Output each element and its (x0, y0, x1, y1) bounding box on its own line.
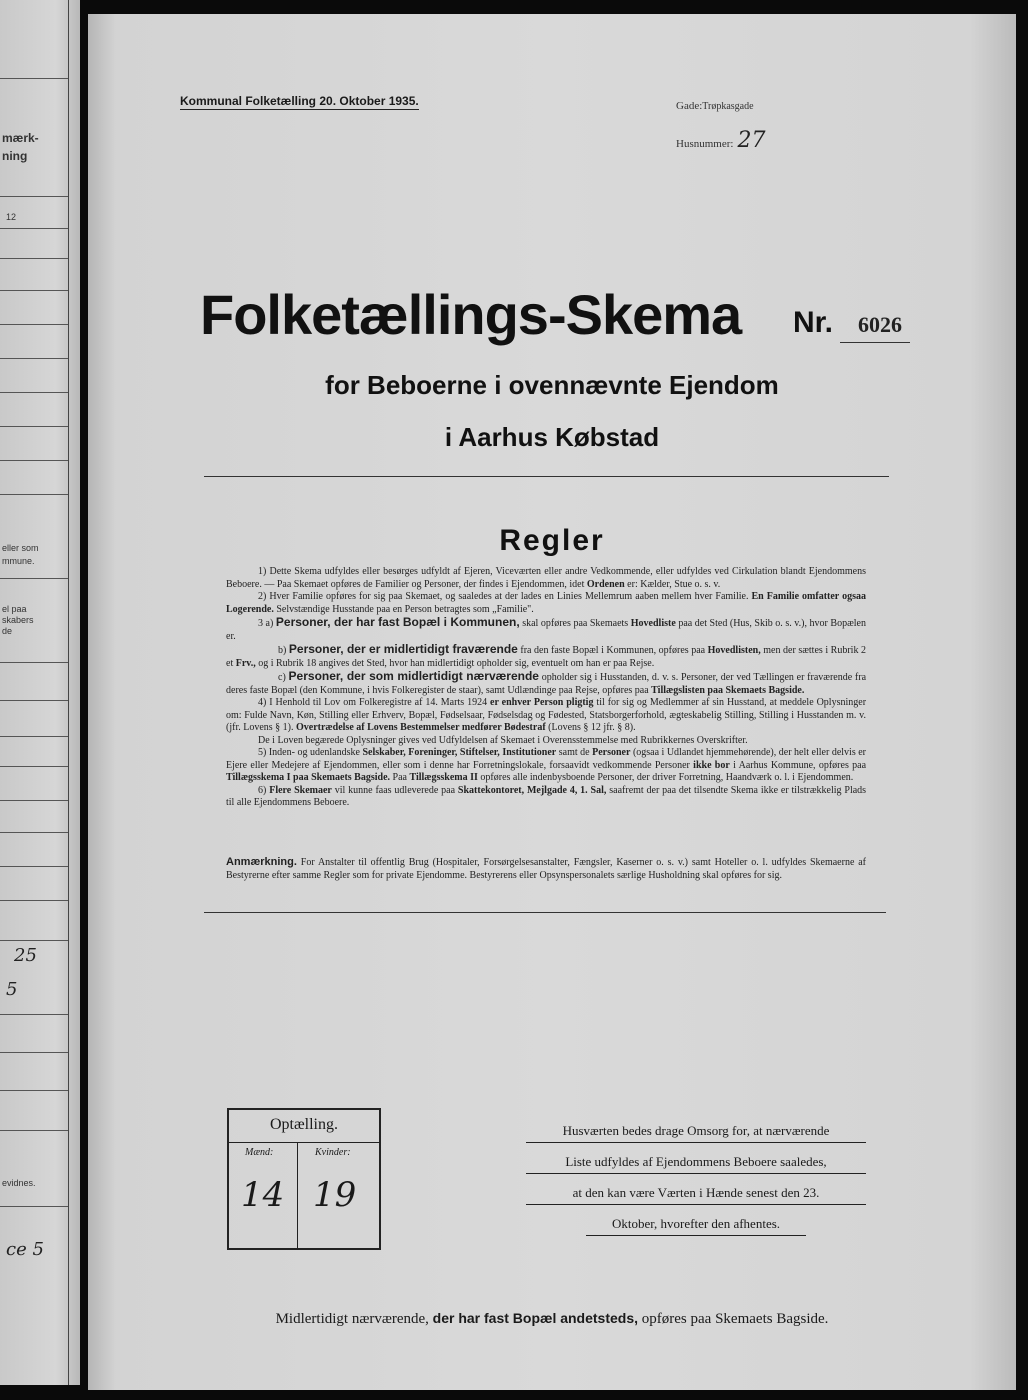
left-text-fragment: skabers (2, 615, 34, 625)
adjacent-page-fragment (0, 0, 80, 1385)
form-rule (0, 578, 68, 579)
left-handwriting: 5 (6, 979, 18, 1000)
rules-heading: Regler (499, 524, 605, 557)
annotation-lead: Anmærkning. (226, 856, 297, 868)
form-rule (0, 358, 68, 359)
form-rule (0, 426, 68, 427)
left-text-fragment: evidnes. (2, 1178, 36, 1188)
left-text-fragment: 12 (6, 212, 17, 222)
form-subtitle-city: i Aarhus Købstad (444, 422, 660, 452)
page-edge-line (68, 0, 69, 1385)
form-rule (0, 940, 68, 941)
men-count: 14 (241, 1175, 285, 1215)
form-rule (0, 1130, 68, 1131)
street-value: Trøpkasgade (702, 101, 754, 112)
form-rule (0, 228, 68, 229)
form-title: Folketællings-Skema (200, 283, 742, 346)
tally-box (227, 1108, 381, 1250)
annotation-text: For Anstalter til offentlig Brug (Hospitaler, Forsørgelsesanstalter, Fængsler, Kaserner o. s. v.) samt Hoteller o. l. udfyldes Skemaerne af Bestyrerne efter samme Regler som for private Ejendomme. Bestyrerens eller Opsynspersonalets særlige Husholdning skal opføres for sig. (226, 857, 866, 881)
census-form-page (88, 14, 1016, 1390)
census-header: Kommunal Folketælling 20. Oktober 1935. (180, 94, 419, 108)
divider (204, 912, 886, 913)
rule-2: 2) Hver Familie opføres for sig paa Skemaet, og saaledes at der lades en Linies Mellemrum aaben mellem hver Familie. En Familie omfatter ogsaa Logerende. Selvstændige Husstande paa en Person betragtes som „Familie". (226, 591, 866, 615)
rule-1: 1) Dette Skema udfyldes eller besørges udfyldt af Ejeren, Viceværten eller andre Vedkommende, eller udfyldes ved Cirkulation blandt Ejendommens Beboere. — Paa Skemaet opføres de Familier og Personer, der findes i Ejendommen, idet Ordenen er: Kælder, Stue o. s. v. (226, 566, 866, 590)
form-rule (0, 662, 68, 663)
tally-title: Optælling. (269, 1116, 338, 1133)
form-rule (0, 324, 68, 325)
house-number-value: 27 (737, 128, 766, 153)
street-label: Gade: (676, 100, 703, 112)
form-rule (0, 1206, 68, 1207)
form-rule (0, 78, 68, 79)
form-rule (0, 736, 68, 737)
instruction-line: at den kan være Værten i Hænde senest den 23. (526, 1174, 866, 1205)
form-rule (0, 392, 68, 393)
landlord-instructions (526, 1112, 866, 1236)
rule-6: 6) Flere Skemaer vil kunne faas udleverede paa Skattekontoret, Mejlgade 4, 1. Sal, saafremt der paa det tilsendte Skema ikke er tilstrækkelig Plads til alle Ejendommens Beboere. (226, 784, 867, 808)
form-rule (0, 866, 68, 867)
left-handwriting: 25 (14, 945, 37, 966)
footer-note: Midlertidigt nærværende, der har fast Bopæl andetsteds, opføres paa Skemaets Bagside. (275, 1310, 829, 1327)
left-text-fragment: ning (2, 149, 28, 163)
men-label: Mænd: (245, 1147, 274, 1158)
rule-3b: b) Personer, der er midlertidigt fraværende fra den faste Bopæl i Kommunen, opføres paa Hovedlisten, men der sættes i Rubrik 2 et Frv., og i Rubrik 18 angives det Sted, hvor han midlertidigt opholder sig, eventuelt om han er paa Rejse. (226, 642, 866, 669)
rule-3c: c) Personer, der som midlertidigt nærværende opholder sig i Husstanden, d. v. s. Personer, der ved Tællingen er fraværende fra deres faste Bopæl (den Kommune, i hvis Folkeregister de staar), samt Udlændinge paa Rejse, opføres paa Tillægslisten paa Skemaets Bagside. (226, 669, 867, 696)
left-text-fragment: mærk- (2, 131, 39, 145)
form-rule (0, 766, 68, 767)
form-rule (0, 494, 68, 495)
instruction-line: Husværten bedes drage Omsorg for, at nærværende (526, 1112, 866, 1143)
form-number-underline (840, 342, 910, 343)
form-rule (0, 290, 68, 291)
street-field (676, 96, 754, 114)
form-rule (0, 832, 68, 833)
form-number-label: Nr. (793, 306, 834, 339)
form-rule (0, 800, 68, 801)
annotation-note (226, 856, 866, 882)
rule-5: 5) Inden- og udenlandske Selskaber, Foreninger, Stiftelser, Institutioner samt de Personer (ogsaa i Udlandet hjemmehørende), der helt eller delvis er Ejere eller Medejere af Ejendommen, eller som i denne har Forretningslokale, forsaavidt vedkommende Personer ikke bor i Aarhus Kommune, opføres paa Tillægsskema I paa Skemaets Bagside. Paa Tillægsskema II opføres alle indenbysboende Personer, der driver Forretning, Haandværk o. l. i Ejendommen. (226, 747, 867, 783)
form-rule (0, 258, 68, 259)
left-text-fragment: el paa (2, 604, 27, 614)
tally-row (229, 1142, 379, 1249)
divider (204, 476, 889, 477)
instruction-line: Oktober, hvorefter den afhentes. (586, 1205, 806, 1236)
rules-text (226, 566, 866, 810)
women-label: Kvinder: (315, 1147, 351, 1158)
rule-4: 4) I Henhold til Lov om Folkeregistre af 14. Marts 1924 er enhver Person pligtig til for sig og Medlemmer af sin Husstand, at meddele Oplysninger om: Fulde Navn, Køn, Stilling eller Erhverv, Bopæl, Fødselsaar, Fødselsdag og Fødested, Statsborgerforhold, ægteskabelig Stilling, Stilling i Husstanden m. v. (jfr. Lovens § 1). Overtrædelse af Lovens Bestemmelser medfører Bødestraf (Lovens § 12 jfr. § 8). (226, 697, 867, 733)
rule-3a: 3 a) Personer, der har fast Bopæl i Kommunen, skal opføres paa Skemaets Hovedliste paa det Sted (Hus, Skib o. s. v.), hvor Bopælen er. (226, 615, 866, 642)
form-rule (0, 700, 68, 701)
tally-divider (297, 1142, 298, 1248)
rule-4b: De i Loven begærede Oplysninger gives ved Udfyldelsen af Skemaet i Overensstemmelse med Rubrikkernes Overskrifter. (258, 734, 748, 746)
form-subtitle: for Beboerne i ovennævnte Ejendom (325, 370, 779, 400)
left-text-fragment: eller som (2, 543, 39, 553)
form-rule (0, 1052, 68, 1053)
left-text-fragment: de (2, 626, 13, 636)
left-handwriting: ce 5 (6, 1239, 44, 1260)
left-text-fragment: mmune. (2, 556, 35, 566)
house-number-label: Husnummer: (676, 138, 734, 150)
form-rule (0, 460, 68, 461)
instruction-line: Liste udfyldes af Ejendommens Beboere saaledes, (526, 1143, 866, 1174)
form-rule (0, 1014, 68, 1015)
form-rule (0, 900, 68, 901)
house-number-field (676, 128, 765, 153)
women-count: 19 (313, 1175, 357, 1215)
form-rule (0, 1090, 68, 1091)
form-rule (0, 196, 68, 197)
form-number: 6026 (858, 312, 902, 337)
